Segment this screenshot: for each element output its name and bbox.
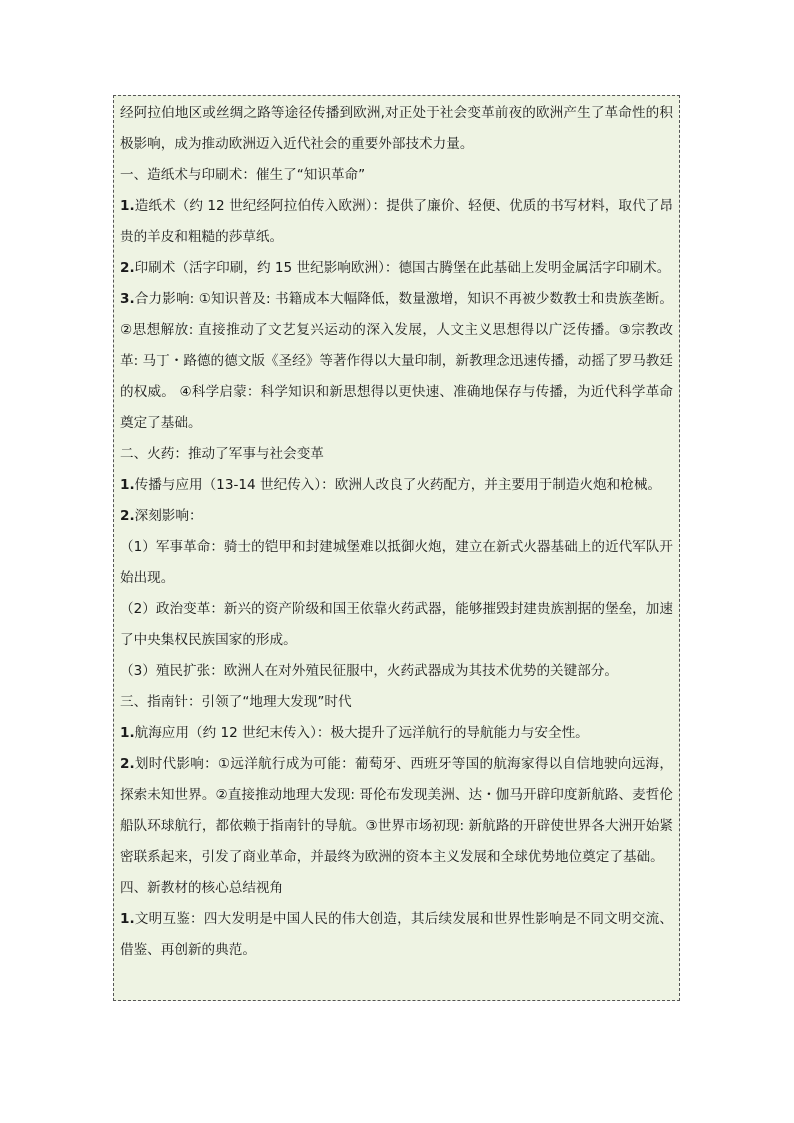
item-text: 印刷术（活字印刷，约 15 世纪影响欧洲）：德国古腾堡在此基础上发明金属活字印刷术。 <box>134 260 671 276</box>
item-number: 2. <box>120 260 135 276</box>
list-item-printing <box>120 253 673 284</box>
item-number: 1. <box>120 198 135 214</box>
sub-item-colonial-expansion: （3）殖民扩张：欧洲人在对外殖民征服中，火药武器成为其技术优势的关键部分。 <box>120 663 619 679</box>
section-heading-paper-printing: 一、造纸术与印刷术：催生了“知识革命” <box>120 167 366 183</box>
item-text: 航海应用（约 12 世纪末传入）：极大提升了远洋航行的导航能力与安全性。 <box>134 725 589 741</box>
list-item-gunpowder-spread <box>120 470 673 501</box>
sub-item-military-revolution: （1）军事革命：骑士的铠甲和封建城堡难以抵御火炮，建立在新式火器基础上的近代军队开始出现。 <box>120 539 673 586</box>
item-number: 2. <box>120 756 135 772</box>
item-text: 合力影响: ①知识普及: 书籍成本大幅降低，数量激增，知识不再被少数教士和贵族垄断。②思想解放: 直接推动了文艺复兴运动的深入发展，人文主义思想得以广泛传播。③宗教改革: 马丁・路德的德文版《圣经》等著作得以大量印制，新教理念迅速传播，动摇了罗马教廷的权威。 ④科学启蒙：科学知识和新思想得以更快速、准确地保存与传播，为近代科学革命奠定了基础。 <box>120 291 673 431</box>
item-number: 1. <box>120 477 135 493</box>
section-heading-summary: 四、新教材的核心总结视角 <box>120 880 284 896</box>
section-heading-gunpowder: 二、火药：推动了军事与社会变革 <box>120 446 324 462</box>
document-content-box <box>113 95 680 1001</box>
list-item-navigation <box>120 718 673 749</box>
item-text: 文明互鉴：四大发明是中国人民的伟大创造，其后续发展和世界性影响是不同文明交流、借鉴、再创新的典范。 <box>120 911 673 958</box>
list-item-papermaking <box>120 191 673 253</box>
list-item-mutual-learning <box>120 904 673 966</box>
item-text: 传播与应用（13-14 世纪传入）：欧洲人改良了火药配方，并主要用于制造火炮和枪械。 <box>134 477 662 493</box>
list-item-gunpowder-impact <box>120 501 673 532</box>
sub-item-political-change: （2）政治变革：新兴的资产阶级和国王依靠火药武器，能够摧毁封建贵族割据的堡垒，加速了中央集权民族国家的形成。 <box>120 601 673 648</box>
item-number: 1. <box>120 725 135 741</box>
item-text: 深刻影响： <box>134 508 203 524</box>
list-item-combined-impact <box>120 284 673 439</box>
item-text: 造纸术（约 12 世纪经阿拉伯传入欧洲）：提供了廉价、轻便、优质的书写材料，取代了昂贵的羊皮和粗糙的莎草纸。 <box>120 198 673 245</box>
section-heading-compass: 三、指南针：引领了“地理大发现”时代 <box>120 694 352 710</box>
item-number: 3. <box>120 291 135 307</box>
item-number: 2. <box>120 508 135 524</box>
intro-paragraph: 经阿拉伯地区或丝绸之路等途径传播到欧洲,对正处于社会变革前夜的欧洲产生了革命性的积极影响，成为推动欧洲迈入近代社会的重要外部技术力量。 <box>120 105 673 152</box>
item-number: 1. <box>120 911 135 927</box>
list-item-epochal-impact <box>120 749 673 873</box>
item-text: 划时代影响：①远洋航行成为可能：葡萄牙、西班牙等国的航海家得以自信地驶向远海，探索未知世界。②直接推动地理大发现: 哥伦布发现美洲、达・伽马开辟印度新航路、麦哲伦船队环球航行，都依赖于指南针的导航。③世界市场初现: 新航路的开辟使世界各大洲开始紧密联系起来，引发了商业革命，并最终为欧洲的资本主义发展和全球优势地位奠定了基础。 <box>120 756 673 865</box>
